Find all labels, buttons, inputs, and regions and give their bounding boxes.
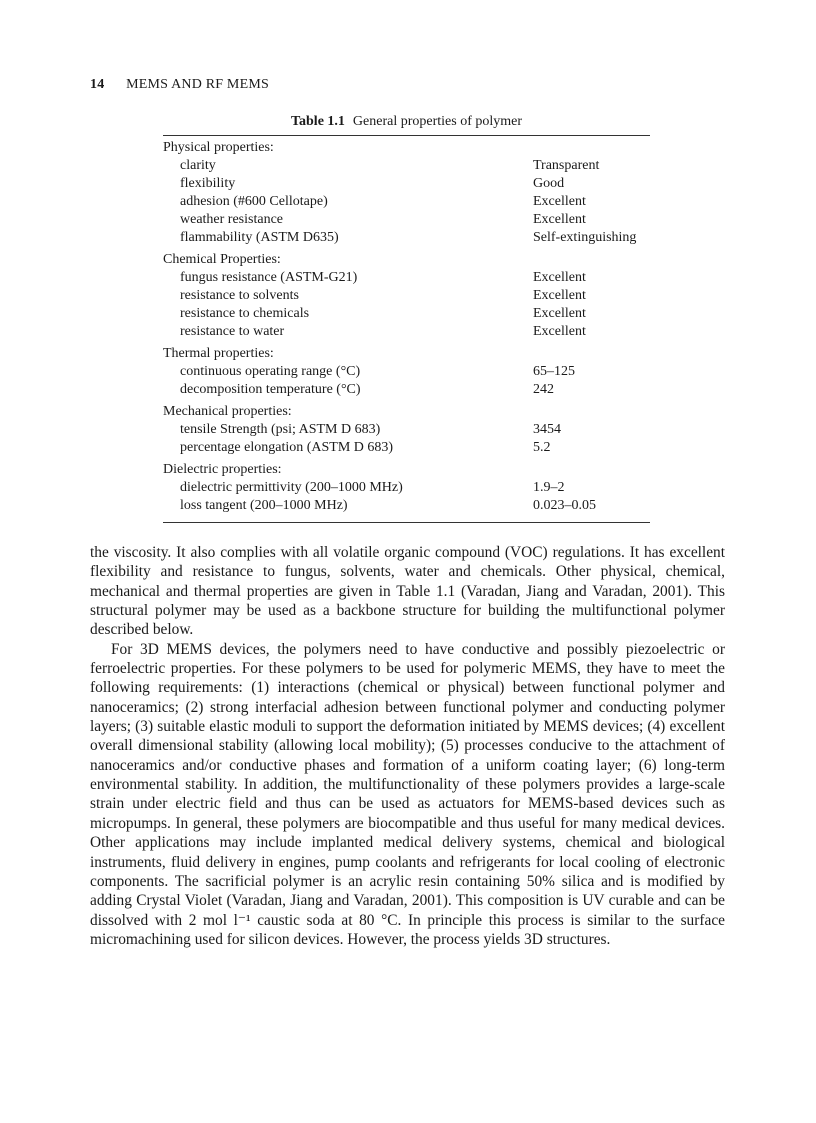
property-value: Excellent <box>533 270 586 285</box>
group-heading: Chemical Properties: <box>163 252 281 267</box>
table-label: Table 1.1 <box>290 114 345 129</box>
table-row <box>163 193 650 211</box>
property-value: 0.023–0.05 <box>533 498 596 513</box>
table-row <box>163 439 650 457</box>
running-title: MEMS AND RF MEMS <box>126 77 269 92</box>
table-row <box>163 269 650 287</box>
property-value: 1.9–2 <box>533 480 565 495</box>
table-row <box>163 363 650 381</box>
group-heading: Dielectric properties: <box>163 462 282 477</box>
table-row <box>163 229 650 247</box>
table-bottom-rule <box>163 522 650 523</box>
properties-table <box>163 139 650 519</box>
table-row <box>163 323 650 341</box>
table-title: General properties of polymer <box>352 114 523 129</box>
property-name: percentage elongation (ASTM D 683) <box>180 440 394 455</box>
property-name: flexibility <box>180 176 236 191</box>
table-group <box>163 139 650 247</box>
property-name: flammability (ASTM D635) <box>180 230 339 245</box>
table-row <box>163 175 650 193</box>
table-group <box>163 461 650 515</box>
property-name: decomposition temperature (°C) <box>180 382 361 397</box>
property-value: Transparent <box>533 158 600 173</box>
property-name: adhesion (#600 Cellotape) <box>180 194 328 209</box>
property-name: resistance to solvents <box>180 288 299 303</box>
property-name: clarity <box>180 158 216 173</box>
property-name: resistance to water <box>180 324 285 339</box>
property-name: fungus resistance (ASTM-G21) <box>180 270 358 285</box>
property-name: weather resistance <box>180 212 283 227</box>
page-number: 14 <box>90 77 105 92</box>
property-name: loss tangent (200–1000 MHz) <box>180 498 348 513</box>
paragraph: the viscosity. It also complies with all volatile organic compound (VOC) regulations. It has excellent flexibility and resistance to fungus, solvents, water and chemicals. Other physical, chemical, mechanical and thermal properties are given in Table 1.1 (Varadan, Jiang and Varadan, 2001). This structural polymer may be used as a backbone structure for building the multifunctional polymer described below. <box>90 544 725 639</box>
table-group <box>163 403 650 457</box>
property-value: Excellent <box>533 324 586 339</box>
table-row <box>163 157 650 175</box>
property-value: 65–125 <box>533 364 575 379</box>
property-value: 5.2 <box>533 440 551 455</box>
property-name: tensile Strength (psi; ASTM D 683) <box>180 422 381 437</box>
property-name: dielectric permittivity (200–1000 MHz) <box>180 480 403 495</box>
table-row <box>163 305 650 323</box>
group-heading: Thermal properties: <box>163 346 274 361</box>
property-value: 3454 <box>533 422 561 437</box>
running-head <box>90 77 269 93</box>
table-caption <box>163 114 650 130</box>
body-text <box>90 543 725 949</box>
property-value: Excellent <box>533 288 586 303</box>
property-value: Good <box>533 176 565 191</box>
table-group <box>163 345 650 399</box>
property-value: Self-extinguishing <box>533 230 637 245</box>
property-name: continuous operating range (°C) <box>180 364 361 379</box>
paragraph: For 3D MEMS devices, the polymers need to have conductive and possibly piezoelectric or ferroelectric properties. For these polymers to be used for polymeric MEMS, they have to meet the following requirements: (1) interactions (chemical or physical) between functional polymer and nanoceramics; (2) strong interfacial adhesion between functional polymer and conducting polymer layers; (3) suitable elastic moduli to support the deformation initiated by MEMS devices; (4) excellent overall dimensional stability (allowing local mobility); (5) processes conducive to the attachment of nanoceramics and/or conductive phases and formation of a uniform coating layer; (6) long-term environmental stability. In addition, the multifunctionality of these polymers provides a large-scale strain under electric field and thus can be used as actuators for MEMS-based devices such as micropumps. In general, these polymers are biocompatible and thus useful for many medical devices. Other applications may include implanted medical delivery systems, chemical and biological instruments, fluid delivery in engines, pump coolants and refrigerants for local cooling of electronic components. The sacrificial polymer is an acrylic resin containing 50% silica and is modified by adding Crystal Violet (Varadan, Jiang and Varadan, 2001). This composition is UV curable and can be dissolved with 2 mol l⁻¹ caustic soda at 80 °C. In principle this process is similar to the surface micromachining used for silicon devices. However, the process yields 3D structures. <box>90 640 725 948</box>
property-value: Excellent <box>533 194 586 209</box>
group-heading: Physical properties: <box>163 140 274 155</box>
table-row <box>163 479 650 497</box>
table-row <box>163 497 650 515</box>
table-row <box>163 211 650 229</box>
table-row <box>163 381 650 399</box>
property-value: 242 <box>533 382 554 397</box>
property-name: resistance to chemicals <box>180 306 310 321</box>
table-row <box>163 421 650 439</box>
table-row <box>163 287 650 305</box>
property-value: Excellent <box>533 306 586 321</box>
table-group <box>163 251 650 341</box>
group-heading: Mechanical properties: <box>163 404 292 419</box>
table-top-rule <box>163 135 650 136</box>
property-value: Excellent <box>533 212 586 227</box>
